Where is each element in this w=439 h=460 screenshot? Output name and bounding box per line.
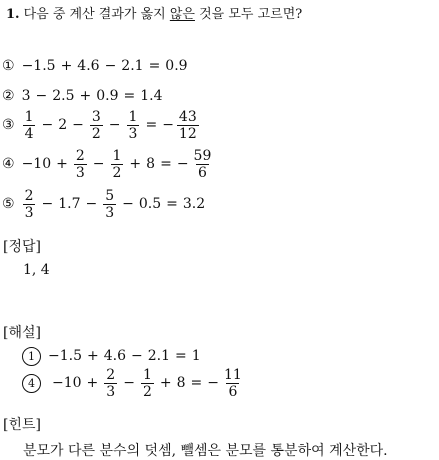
option-expression	[21, 188, 207, 221]
fraction	[23, 109, 36, 142]
math-operator: +	[56, 156, 68, 172]
math-operator: +	[87, 348, 99, 364]
solution-marker: 1	[22, 347, 41, 366]
fraction-numerator: 2	[24, 187, 34, 204]
math-term: −	[207, 375, 219, 391]
math-operator: −	[72, 117, 84, 133]
option-marker: ②	[2, 88, 15, 104]
fraction-denominator: 6	[228, 383, 238, 400]
math-operator: =	[148, 58, 161, 74]
math-operator: +	[159, 375, 172, 391]
math-term: 0.9	[96, 88, 119, 104]
math-term: 4.6	[77, 58, 100, 74]
math-operator: =	[190, 375, 203, 391]
fraction-denominator: 3	[24, 204, 34, 221]
question-text-underlined: 않은	[169, 7, 195, 22]
math-term: 0.5	[138, 196, 162, 212]
option-2	[2, 81, 163, 111]
fraction-numerator: 2	[75, 147, 85, 164]
fraction	[192, 148, 214, 181]
fraction	[141, 367, 154, 400]
math-term: 2	[58, 117, 68, 133]
fraction	[222, 367, 244, 400]
math-operator: −	[131, 348, 143, 364]
fraction-denominator: 12	[178, 125, 197, 142]
math-operator: −	[104, 58, 117, 74]
math-term: −10	[21, 156, 52, 172]
option-4	[2, 149, 215, 179]
math-operator: =	[123, 88, 136, 104]
question-number: 1.	[6, 7, 20, 22]
math-term: 2.1	[147, 348, 170, 364]
fraction	[127, 109, 140, 142]
math-operator: −	[123, 375, 135, 391]
option-3	[2, 110, 201, 140]
fraction	[177, 109, 199, 142]
fraction-numerator: 2	[106, 366, 116, 383]
option-marker: ③	[2, 117, 15, 133]
fraction-numerator: 59	[193, 147, 212, 164]
fraction	[23, 188, 36, 221]
math-term: 4.6	[103, 348, 126, 364]
option-5	[2, 189, 206, 219]
fraction-numerator: 1	[128, 108, 138, 125]
fraction-denominator: 2	[91, 125, 101, 142]
solution-marker: 4	[22, 374, 41, 393]
math-term: 2.1	[121, 58, 144, 74]
fraction-denominator: 3	[128, 125, 138, 142]
math-operator: −	[122, 196, 134, 212]
math-operator: −	[41, 117, 54, 133]
fraction-numerator: 11	[223, 366, 242, 383]
fraction-denominator: 2	[142, 383, 152, 400]
fraction	[104, 367, 117, 400]
math-term: 3	[21, 88, 31, 104]
fraction	[103, 188, 116, 221]
fraction-denominator: 6	[198, 164, 207, 181]
math-term: 1.4	[140, 88, 163, 104]
fraction-numerator: 43	[178, 108, 197, 125]
fraction	[90, 109, 103, 142]
math-term: 0.9	[165, 58, 188, 74]
fraction-numerator: 1	[112, 147, 122, 164]
hint-label: [힌트]	[3, 417, 41, 433]
math-operator: =	[175, 348, 187, 364]
solution-label: [해설]	[3, 325, 41, 341]
math-term: −	[162, 117, 174, 133]
fraction-denominator: 4	[24, 125, 34, 142]
option-marker: ⑤	[2, 196, 15, 212]
solution-expression	[47, 348, 202, 364]
math-operator: =	[160, 156, 172, 172]
option-expression	[21, 109, 201, 142]
fraction-denominator: 3	[106, 383, 116, 400]
answer-label: [정답]	[3, 239, 41, 255]
math-operator: +	[60, 58, 73, 74]
option-expression	[21, 88, 164, 104]
math-operator: =	[145, 117, 158, 133]
option-marker: ①	[2, 58, 15, 74]
math-term: 1	[191, 348, 201, 364]
fraction-numerator: 5	[105, 187, 115, 204]
option-1	[2, 51, 189, 81]
math-term: −	[176, 156, 189, 172]
hint-text: 분모가 다른 분수의 덧셈, 뺄셈은 분모를 통분하여 계산한다.	[23, 443, 388, 459]
fraction-denominator: 3	[105, 204, 115, 221]
fraction-numerator: 1	[142, 366, 152, 383]
question	[6, 3, 302, 22]
question-text-after: 것을 모두 고르면?	[194, 7, 303, 22]
math-operator: +	[79, 88, 92, 104]
math-operator: −	[108, 117, 121, 133]
option-expression	[21, 58, 189, 74]
fraction-denominator: 3	[75, 164, 85, 181]
fraction-numerator: 3	[91, 108, 101, 125]
math-term: 8	[176, 375, 186, 391]
math-operator: −	[35, 88, 48, 104]
math-operator: −	[85, 196, 98, 212]
question-text-before: 다음 중 계산 결과가 옳지	[23, 7, 170, 22]
fraction	[111, 148, 124, 181]
fraction	[74, 148, 87, 181]
math-term: 2.5	[52, 88, 75, 104]
option-marker: ④	[2, 156, 15, 172]
solution-item-4	[22, 368, 246, 398]
math-term: −1.5	[48, 348, 82, 364]
math-operator: −	[92, 156, 105, 172]
answer-value: 1, 4	[23, 262, 50, 278]
math-term: 3.2	[182, 196, 206, 212]
math-term: −1.5	[21, 58, 56, 74]
math-operator: =	[166, 196, 178, 212]
math-term: −10	[52, 375, 82, 391]
fraction-numerator: 1	[24, 108, 34, 125]
math-term: 8	[146, 156, 156, 172]
solution-expression	[51, 367, 246, 400]
fraction-denominator: 2	[112, 164, 122, 181]
option-expression	[21, 148, 216, 181]
math-operator: −	[41, 196, 54, 212]
math-term: 1.7	[58, 196, 81, 212]
math-operator: +	[129, 156, 142, 172]
math-operator: +	[86, 375, 99, 391]
